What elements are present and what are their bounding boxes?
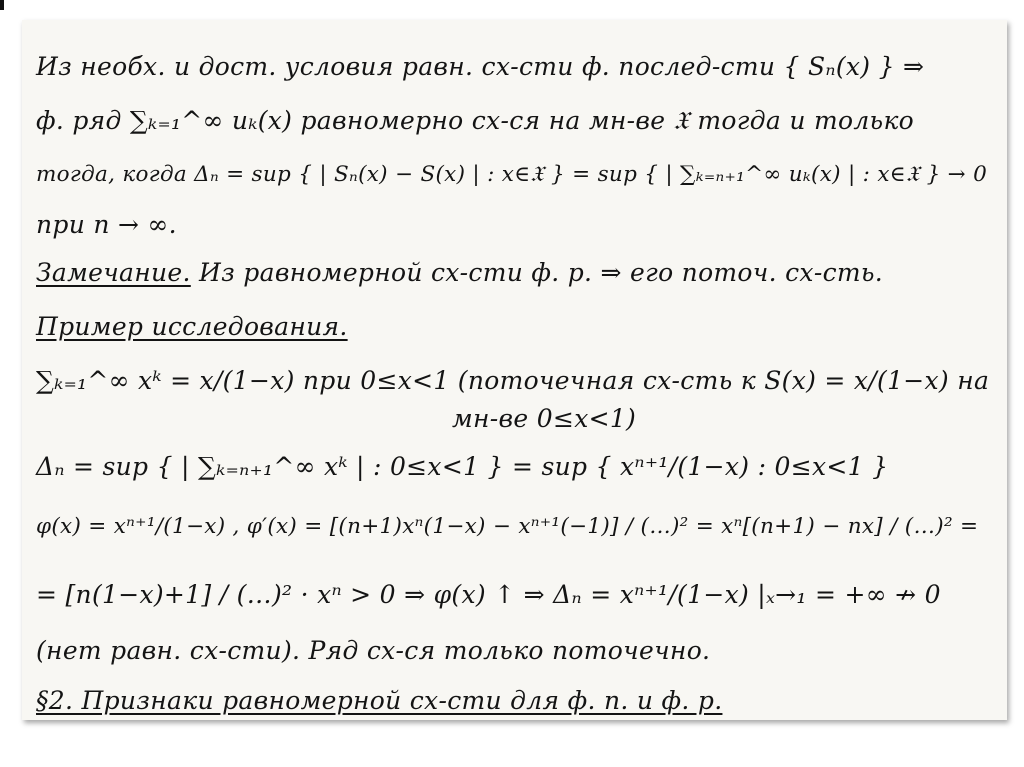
text-line-1: Из необх. и дост. условия равн. сх-сти ф. послед-сти { Sₙ(x) } ⇒ [36,52,925,81]
text-line-2: ф. ряд ∑ₖ₌₁^∞ uₖ(x) равномерно сх-ся на мн-ве 𝔛 тогда и только [36,106,915,135]
example-heading: Пример исследования. [36,312,348,341]
section-heading: §2. Признаки равномерной сх-сти для ф. п. и ф. р. [36,686,723,715]
formula-phi-derivative: φ(x) = xⁿ⁺¹/(1−x) , φ′(x) = [(n+1)xⁿ(1−x) − xⁿ⁺¹(−1)] / (…)² = xⁿ[(n+1) − nx] / (…)² = [36,514,979,539]
remark-line [36,258,883,287]
remark-text: Из равномерной сх-сти ф. р. ⇒ его поточ. сх-сть. [190,258,884,287]
example-line [36,312,348,341]
text-conclusion: (нет равн. сх-сти). Ряд сх-ся только поточечно. [36,636,711,665]
handwritten-page [22,20,1007,720]
text-line-4: при n → ∞. [36,210,177,239]
formula-phi-increasing: = [n(1−x)+1] / (…)² · xⁿ > 0 ⇒ φ(x) ↑ ⇒ Δₙ = xⁿ⁺¹/(1−x) |ₓ→₁ = +∞ ↛ 0 [36,580,941,609]
text-line-3: тогда, когда Δₙ = sup { | Sₙ(x) − S(x) | : x∈𝔛 } = sup { | ∑ₖ₌ₙ₊₁^∞ uₖ(x) | : x∈𝔛 } → 0 [36,162,988,187]
remark-heading: Замечание. [36,258,191,287]
formula-series-domain: мн-ве 0≤x<1) [452,404,637,433]
formula-series-sum: ∑ₖ₌₁^∞ xᵏ = x/(1−x) при 0≤x<1 (поточечная сх-сть к S(x) = x/(1−x) на [36,366,990,395]
edge-mark [0,0,4,10]
formula-delta-sup: Δₙ = sup { | ∑ₖ₌ₙ₊₁^∞ xᵏ | : 0≤x<1 } = sup { xⁿ⁺¹/(1−x) : 0≤x<1 } [36,452,889,481]
